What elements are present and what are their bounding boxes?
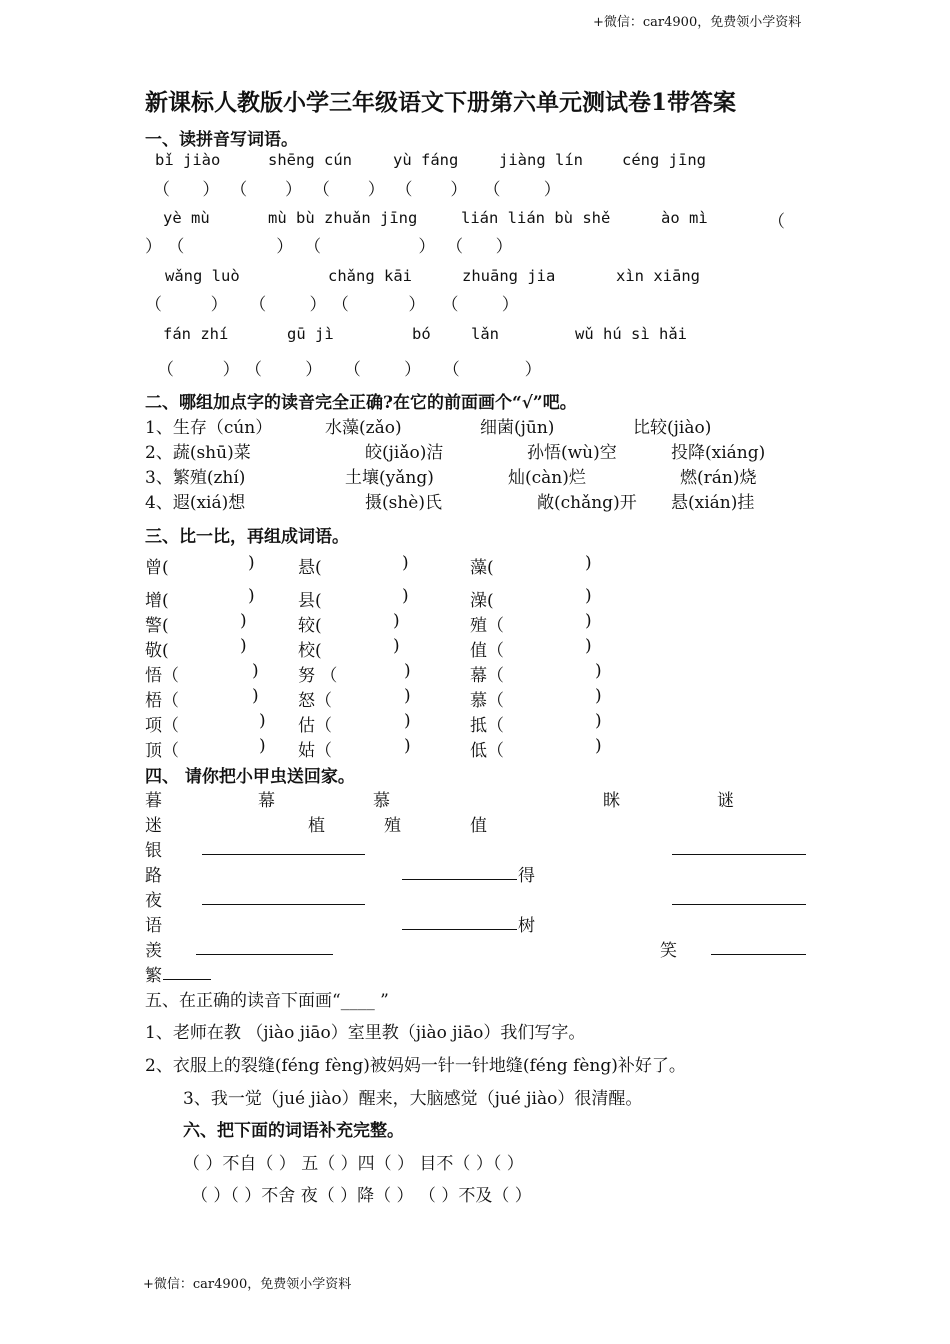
answer-blanks: ） （ ） （ ） （ ） <box>145 237 513 257</box>
beetle-char: 值 <box>470 816 487 836</box>
house-char: 夜 <box>145 891 162 911</box>
compare-char: 殖（ <box>470 616 504 636</box>
compare-char: 较( <box>298 616 322 636</box>
house-char: 银 <box>145 841 162 861</box>
compare-char: 梧（ <box>145 691 179 711</box>
section1-heading: 一、读拼音写词语。 <box>145 130 298 150</box>
idiom-line: （ ）不自（ ） 五（ ）四（ ） 目不（ ）（ ） <box>183 1154 524 1174</box>
pinyin: yè mù <box>163 209 210 227</box>
option-text: 细菌(jūn) <box>480 418 555 438</box>
close-paren: ) <box>402 553 409 573</box>
compare-char: 值（ <box>470 641 504 661</box>
pinyin: wǔ hú sì hǎi <box>575 325 687 343</box>
beetle-char: 植 <box>308 816 325 836</box>
close-paren: ) <box>393 611 400 631</box>
close-paren: ) <box>240 611 247 631</box>
sentence: 3、我一觉（jué jiào）醒来，大脑感觉（jué jiào）很清醒。 <box>183 1089 643 1109</box>
compare-char: 低（ <box>470 741 504 761</box>
compare-char: 努 （ <box>298 666 338 686</box>
house-char: 树 <box>518 916 535 936</box>
compare-char: 怒（ <box>298 691 332 711</box>
close-paren: ) <box>404 661 411 681</box>
answer-blanks: （ ） （ ） （ ） （ ） <box>157 360 542 380</box>
compare-char: 姑（ <box>298 741 332 761</box>
option-text: 摄(shè)氏 <box>365 493 442 513</box>
close-paren: ) <box>595 711 602 731</box>
close-paren: ) <box>393 636 400 656</box>
house-char: 语 <box>145 916 162 936</box>
pinyin: wǎng luò <box>165 267 240 285</box>
beetle-char: 殖 <box>384 816 401 836</box>
compare-char: 项（ <box>145 716 179 736</box>
compare-char: 曾( <box>145 558 169 578</box>
option-text: 投降(xiáng) <box>671 443 766 463</box>
idiom-line: （ ）（ ）不舍 夜（ ）降（ ） （ ）不及（ ） <box>191 1186 532 1206</box>
close-paren: ) <box>259 711 266 731</box>
beetle-char: 暮 <box>145 791 162 811</box>
compare-char: 悟（ <box>145 666 179 686</box>
answer-line <box>202 854 365 855</box>
sentence: 2、衣服上的裂缝(féng fèng)被妈妈一针一针地缝(féng fèng)补好了。 <box>145 1056 686 1076</box>
answer-line <box>196 954 333 955</box>
compare-char: 敬( <box>145 641 169 661</box>
compare-char: 县( <box>298 591 322 611</box>
compare-char: 估（ <box>298 716 332 736</box>
option-text: 敞(chǎng)开 <box>537 493 637 513</box>
close-paren: ) <box>259 736 266 756</box>
close-paren: ) <box>585 636 592 656</box>
compare-char: 警( <box>145 616 169 636</box>
pinyin: xìn xiāng <box>616 267 700 285</box>
compare-char: 增( <box>145 591 169 611</box>
answer-line <box>402 879 517 880</box>
pinyin: ào mì <box>661 209 708 227</box>
option-text: 水藻(zǎo) <box>325 418 402 438</box>
answer-blanks: （ <box>768 212 785 232</box>
option-text: 比较(jiào) <box>633 418 712 438</box>
option-text: 皎(jiǎo)洁 <box>365 443 444 463</box>
compare-char: 顶（ <box>145 741 179 761</box>
pinyin: zhuāng jia <box>462 267 556 285</box>
close-paren: ) <box>252 686 259 706</box>
close-paren: ) <box>585 611 592 631</box>
close-paren: ) <box>248 586 255 606</box>
section5-heading: 五、在正确的读音下面画“____ ” <box>145 991 389 1011</box>
close-paren: ) <box>595 686 602 706</box>
close-paren: ) <box>402 586 409 606</box>
beetle-char: 慕 <box>373 791 390 811</box>
option-text: 2、蔬(shū)菜 <box>145 443 251 463</box>
house-char: 笑 <box>660 941 677 961</box>
option-text: 悬(xián)挂 <box>671 493 755 513</box>
section2-heading: 二、哪组加点字的读音完全正确?在它的前面画个“√”吧。 <box>145 393 577 413</box>
sentence: 1、老师在教 （jiào jiāo）室里教（jiào jiāo）我们写字。 <box>145 1023 586 1043</box>
house-char: 繁 <box>145 966 162 986</box>
house-char: 路 <box>145 866 162 886</box>
watermark-top: +微信：car4900，免费领小学资料 <box>593 15 802 30</box>
pinyin: yù fáng <box>393 151 459 169</box>
beetle-char: 眯 <box>603 791 620 811</box>
close-paren: ) <box>595 661 602 681</box>
compare-char: 澡( <box>470 591 494 611</box>
option-text: 灿(càn)烂 <box>508 468 586 488</box>
option-text: 孙悟(wù)空 <box>527 443 617 463</box>
house-char: 羡 <box>145 941 162 961</box>
pinyin: chǎng kāi <box>328 267 412 285</box>
option-text: 4、遐(xiá)想 <box>145 493 246 513</box>
option-text: 3、繁殖(zhí) <box>145 468 246 488</box>
pinyin: lián lián bù shě <box>461 209 611 227</box>
answer-line <box>672 854 806 855</box>
pinyin: shēng cún <box>268 151 352 169</box>
answer-line <box>711 954 806 955</box>
option-text: 1、生存（cún） <box>145 418 273 438</box>
beetle-char: 迷 <box>145 816 162 836</box>
compare-char: 抵（ <box>470 716 504 736</box>
pinyin: gū jì <box>287 325 334 343</box>
house-char: 得 <box>518 866 535 886</box>
answer-line <box>402 929 517 930</box>
answer-line <box>202 904 365 905</box>
close-paren: ) <box>240 636 247 656</box>
pinyin: céng jīng <box>622 151 706 169</box>
close-paren: ) <box>252 661 259 681</box>
answer-blanks: （ ） （ ） （ ） （ ） <box>145 295 519 315</box>
section6-heading: 六、把下面的词语补充完整。 <box>183 1121 404 1141</box>
compare-char: 校( <box>298 641 322 661</box>
section4-heading: 四、 请你把小甲虫送回家。 <box>145 767 355 787</box>
pinyin: mù bù zhuǎn jīng <box>268 209 418 227</box>
pinyin: bǐ jiào <box>155 151 221 169</box>
close-paren: ) <box>585 553 592 573</box>
answer-line <box>672 904 806 905</box>
close-paren: ) <box>585 586 592 606</box>
compare-char: 幕（ <box>470 666 504 686</box>
pinyin: fán zhí <box>163 325 229 343</box>
close-paren: ) <box>404 711 411 731</box>
answer-blanks: （ ） （ ） （ ） （ ） （ ） <box>153 180 561 200</box>
compare-char: 藻( <box>470 558 494 578</box>
beetle-char: 幕 <box>258 791 275 811</box>
option-text: 燃(rán)烧 <box>680 468 757 488</box>
pinyin: jiàng lín <box>499 151 583 169</box>
close-paren: ) <box>404 686 411 706</box>
close-paren: ) <box>248 553 255 573</box>
close-paren: ) <box>404 736 411 756</box>
section3-heading: 三、比一比，再组成词语。 <box>145 527 349 547</box>
pinyin: bó <box>412 325 431 343</box>
close-paren: ) <box>595 736 602 756</box>
compare-char: 慕（ <box>470 691 504 711</box>
option-text: 土壤(yǎng) <box>345 468 434 488</box>
page-title: 新课标人教版小学三年级语文下册第六单元测试卷1带答案 <box>145 89 737 116</box>
watermark-bottom: +微信：car4900，免费领小学资料 <box>143 1277 352 1292</box>
answer-line <box>163 979 211 980</box>
pinyin: lǎn <box>471 325 499 343</box>
beetle-char: 谜 <box>717 791 734 811</box>
compare-char: 悬( <box>298 558 322 578</box>
